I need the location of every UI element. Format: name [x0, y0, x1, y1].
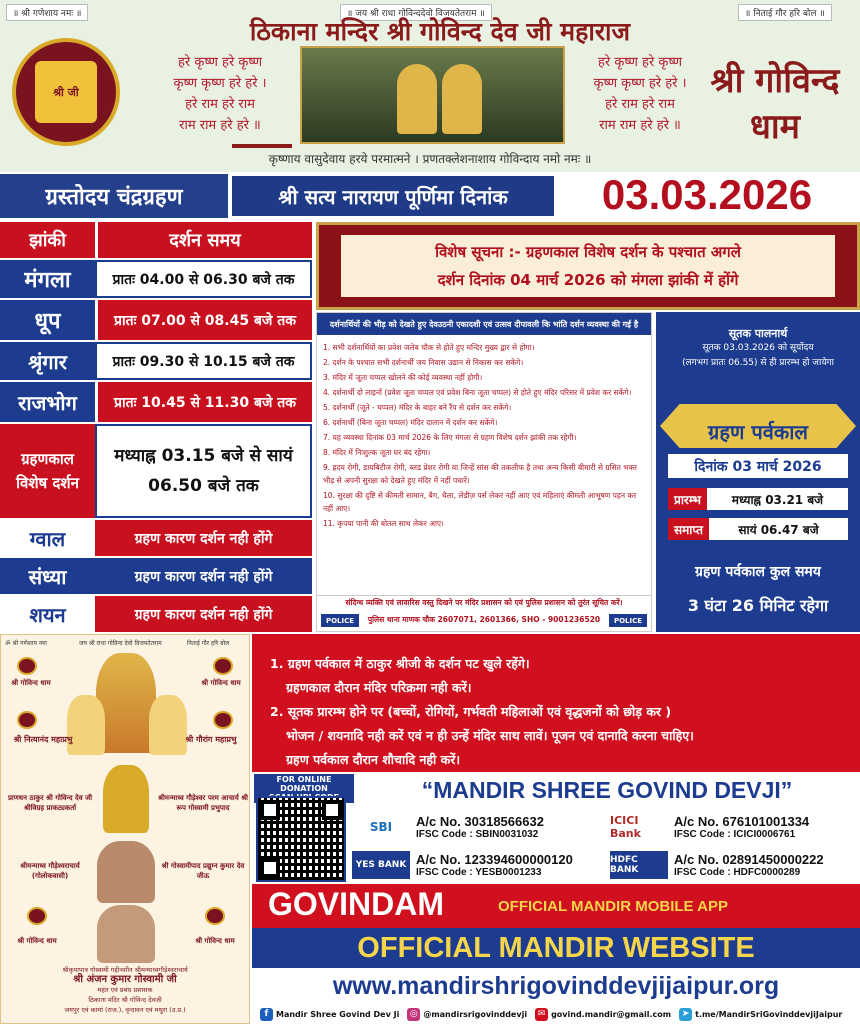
deity-photo	[300, 46, 565, 144]
sutak-title: सूतक पालनार्थ	[728, 327, 788, 340]
telegram-link[interactable]: ➤ t.me/MandirSriGovinddevjiJaipur	[679, 1008, 842, 1021]
table-row: मंगला प्रातः 04.00 से 06.30 बजे तक	[0, 260, 312, 298]
top-center-tag: ॥ जय श्री राधा गोविन्ददेवो विजयतेतराम ॥	[340, 4, 492, 21]
app-description: OFFICIAL MANDIR MOBILE APP	[498, 898, 728, 915]
bank-yes: YES BANK A/c No. 123394600000120 IFSC Code : YESB0001233	[352, 846, 573, 884]
eclipse-label: ग्रस्तोदय चंद्रग्रहण	[0, 174, 228, 218]
website-link[interactable]: www.mandirshrigovinddevjijaipur.org	[332, 972, 780, 1000]
mail-icon: ✉	[535, 1008, 548, 1021]
police-badge-right: POLICE	[609, 614, 647, 627]
notice-line-2: दर्शन दिनांक 04 मार्च 2026 को मंगला झांकी में होंगे	[437, 271, 739, 289]
table-row: धूप प्रातः 07.00 से 08.45 बजे तक	[0, 300, 312, 340]
total-duration-value: 3 घंटा 26 मिनिट रहेगा	[687, 596, 829, 615]
eclipse-instructions	[252, 634, 860, 772]
telegram-icon: ➤	[679, 1008, 692, 1021]
table-row: शयन ग्रहण कारण दर्शन नही होंगे	[0, 596, 312, 632]
list-item: 3. मंदिर में जूता चप्पल खोलने की कोई व्यवस्था नहीं होगी।	[323, 373, 483, 382]
email-link[interactable]: ✉ govind.mandir@gmail.com	[535, 1008, 671, 1021]
shloka: कृष्णाय वासुदेवाय हरये परमात्मने । प्रणतक्लेशनाशाय गोविन्दाय नमो नमः ॥	[268, 152, 592, 166]
list-item: 11. कृपया पानी की बोतल साथ लेकर आए।	[323, 519, 444, 528]
crest-icon	[17, 711, 37, 729]
top-right-tag: ॥ निताई गौर हरि बोल ॥	[738, 4, 832, 21]
bank-icici: ICICI Bank A/c No. 676101001334 IFSC Code : ICICI0006761	[610, 814, 810, 840]
sutak-panel	[656, 312, 860, 632]
table-header: झांकी दर्शन समय	[0, 222, 312, 258]
list-item: 5. दर्शनार्थी (जूते - चप्पल) मंदिर के बाहर बने रैंप से दर्शन कर सकेंगे।	[323, 403, 512, 412]
yes-bank-logo-icon: YES BANK	[352, 851, 410, 879]
acharya-figure	[103, 765, 149, 833]
facebook-icon: f	[260, 1008, 273, 1021]
mantra-left: हरे कृष्ण हरे कृष्ण कृष्ण कृष्ण हरे हरे । हरे राम हरे राम राम राम हरे हरे ॥	[173, 55, 267, 133]
notice-line-1: विशेष सूचना :- ग्रहणकाल विशेष दर्शन के पश्चात अगले	[435, 243, 741, 261]
table-row-eclipse: ग्रहणकाल विशेष दर्शन मध्याह्न 03.15 बजे से सायं 06.50 बजे तक	[0, 424, 312, 518]
list-item: 7. यह व्यवस्था दिनांक 03 मार्च 2026 के लिए मंगला से ग्रहण विशेष दर्शन झांकी तक रहेगी।	[323, 433, 577, 442]
crest-icon	[205, 907, 225, 925]
facebook-link[interactable]: f Mandir Shree Govind Dev Ji	[260, 1008, 399, 1021]
sutak-desc-2: (लगभग प्रातः 06.55) से ही प्रारम्भ हो जायेगा	[682, 358, 834, 368]
crest-icon	[213, 711, 233, 729]
instruction-2: 2. सूतक प्रारम्भ होने पर (बच्चों, रोगियों, गर्भवती महिलाओं एवं वृद्धजनों को छोड़ कर ) भोजन / शयनादि नही करें एवं न ही उन्हें मंदिर साथ लावें। पूजन एवं दानादि करना चाहिए। ग्रहण पर्वकाल दौरान शौचादि नही करें।	[270, 704, 694, 767]
deity-figure	[96, 653, 156, 753]
list-item: 9. ह्रदय रोगी, डायबिटीज रोगी, ब्लड प्रेशर रोगी या जिन्हें सांस की तकलीफ है तथा अन्य किसी बीमारी से ग्रसित भक्त भीड़ से अपनी सुरक्षा को देखते हुए मंदिर में नहीं पधारें।	[323, 463, 637, 485]
rules-heading: दर्शनार्थियों की भीड़ को देखते हुए देवउठनी एकादशी एवं उत्सव दीपावली कि भांति दर्शन व्यवस्था की गई है	[317, 313, 651, 335]
bank-sbi: SBI A/c No. 30318566632 IFSC Code : SBIN0031032	[352, 808, 544, 846]
deity-figure	[67, 695, 105, 755]
bank-hdfc: HDFC BANK A/c No. 02891450000222 IFSC Code : HDFC0000289	[610, 852, 824, 878]
instagram-link[interactable]: ◎ @mandirsrigovinddevji	[407, 1008, 527, 1021]
hdfc-logo-icon: HDFC BANK	[610, 851, 668, 879]
instruction-1: 1. ग्रहण पर्वकाल में ठाकुर श्रीजी के दर्शन पट खुले रहेंगे। ग्रहणकाल दौरान मंदिर परिक्रमा नही करें।	[270, 656, 530, 695]
darshan-schedule-table	[0, 222, 312, 632]
upi-qr-code[interactable]	[256, 796, 346, 882]
list-item: 6. दर्शनार्थी (बिना जूता चप्पल) मंदिर दालान में दर्शन कर सकेंगे।	[323, 418, 498, 427]
app-name: GOVINDAM	[268, 886, 444, 922]
list-item: 1. सभी दर्शनार्थियों का प्रवेश जलेब चौक से होते हुए मन्दिर मुख्य द्वार से होगा।	[323, 343, 535, 352]
table-row: राजभोग प्रातः 10.45 से 11.30 बजे तक	[0, 382, 312, 422]
rules-footer	[317, 595, 651, 629]
sutak-desc-1: सूतक 03.03.2026 को सूर्योदय	[702, 343, 814, 353]
top-left-tag: ॥ श्री गणेशाय नमः ॥	[6, 4, 88, 21]
icici-logo-icon: ICICI Bank	[610, 814, 641, 840]
parvakal-end: समाप्त सायं 06.47 बजे	[668, 518, 848, 540]
darshan-rules	[316, 312, 652, 632]
lineage-poster: ॐ श्री गणेशाय नमः जय श्री राधा गोविन्द देवो विजयतेतराम निताई गौर हरि बोल श्री गोविन्द धाम श्री गोविन्द धाम श्री नित्यानंद महाप्रभु श्री गौरांग महाप्रभु प्राणधन ठाकुर श्री गोविन्द देव जी श्रीविग्रह प्राकट्यकर्ता श्रीमन्माध्व गौड़ेश्वर परम आचार्य श्री रूप गोस्वामी प्रभुपाद श्रीमन्माध्व गौड़ेश्वराचार्य (गोलोकवासी) श्री गोस्वामीपाद प्रद्युम्न कुमार देव जीऊ श्री गोविन्द धाम श्री गोविन्द धाम श्रीकृपापात्र गोस्वामी गद्दीनशीन श्रीमन्माध्वगौड़ेश्वराचार्य श्री अंजन कुमार गोस्वामी जी महंत एवं प्रबंध प्रशासक ठिकाना मंदिर श्री गोविन्द देवजी जयपुर एवं कामां (राज.), वृन्दावन एवं मथुरा (उ.प्र.)	[0, 634, 250, 1024]
list-item: 2. दर्शन के पश्चात सभी दर्शनार्थी जय निवास उद्यान से निकास कर सकेंगे।	[323, 358, 524, 367]
list-item: 10. सुरक्षा की दृष्टि से कीमती सामान, बैग, थैला, लेडीज़ पर्स लेकर नहीं आए एवं महिलाएं कीमती आभूषण पहन कर नहीं आए।	[323, 491, 637, 513]
acharya-photo	[97, 841, 155, 903]
crest-icon	[27, 907, 47, 925]
account-name: “MANDIR SHREE GOVIND DEVJI”	[421, 777, 793, 803]
parvakal-date: दिनांक 03 मार्च 2026	[668, 454, 848, 478]
deity-figure	[149, 695, 187, 755]
temple-logo	[12, 38, 120, 146]
social-links	[252, 1004, 860, 1024]
total-duration-label: ग्रहण पर्वकाल कुल समय	[695, 564, 821, 580]
police-badge-left: POLICE	[321, 614, 359, 627]
eclipse-date: 03.03.2026	[601, 171, 813, 218]
donation-label: FOR ONLINE DONATION	[254, 774, 354, 803]
sbi-logo-icon: SBI	[369, 820, 393, 834]
mantra-right: हरे कृष्ण हरे कृष्ण कृष्ण कृष्ण हरे हरे । हरे राम हरे राम राम राम हरे हरे ॥	[593, 55, 687, 133]
app-banner[interactable]	[252, 884, 860, 928]
crest-icon	[213, 657, 233, 675]
special-notice	[316, 222, 860, 310]
table-row: श्रृंगार प्रातः 09.30 से 10.15 बजे तक	[0, 342, 312, 380]
dham-title: श्री गोविन्द धाम	[710, 61, 840, 147]
purnima-label: श्री सत्य नारायण पूर्णिमा दिनांक	[232, 176, 554, 216]
page-title: ठिकाना मन्दिर श्री गोविन्द देव जी महाराज	[249, 17, 631, 46]
parvakal-title: ग्रहण पर्वकाल	[708, 420, 808, 444]
crest-icon	[17, 657, 37, 675]
list-item: 4. दर्शनार्थी दो लाइनों (प्रवेश जूता चप्पल एवं प्रवेश बिना जूता चप्पल) से होते हुए मंदिर परिसर में प्रवेश कर सकेंगे।	[323, 388, 632, 397]
suspicious-notice: संदिग्ध व्यक्ति एवं लावारिस वस्तु दिखने पर मंदिर प्रशासन को एवं पुलिस प्रशासन को तुरंत सूचित करें।	[345, 598, 623, 607]
list-item: 8. मंदिर में निःशुल्क जूता घर बंद रहेगा।	[323, 448, 431, 457]
mahant-photo	[97, 905, 155, 963]
table-row: संध्या ग्रहण कारण दर्शन नही होंगे	[0, 558, 312, 594]
temple-logo-emblem: श्री जी	[35, 61, 97, 123]
police-contact: पुलिस थाना माणक चौक 2607071, 2601366, SHO - 9001236520	[367, 615, 601, 624]
mahant-credit: श्रीकृपापात्र गोस्वामी गद्दीनशीन श्रीमन्माध्वगौड़ेश्वराचार्य श्री अंजन कुमार गोस्वामी जी महंत एवं प्रबंध प्रशासक ठिकाना मंदिर श्री गोविन्द देवजी जयपुर एवं कामां (राज.), वृन्दावन एवं मथुरा (उ.प्र.)	[62, 966, 188, 1014]
instagram-icon: ◎	[407, 1008, 420, 1021]
rules-list	[323, 341, 647, 532]
website-title: OFFICIAL MANDIR WEBSITE	[252, 928, 860, 968]
parvakal-start: प्रारम्भ मध्याह्न 03.21 बजे	[668, 488, 848, 510]
table-row: ग्वाल ग्रहण कारण दर्शन नही होंगे	[0, 520, 312, 556]
